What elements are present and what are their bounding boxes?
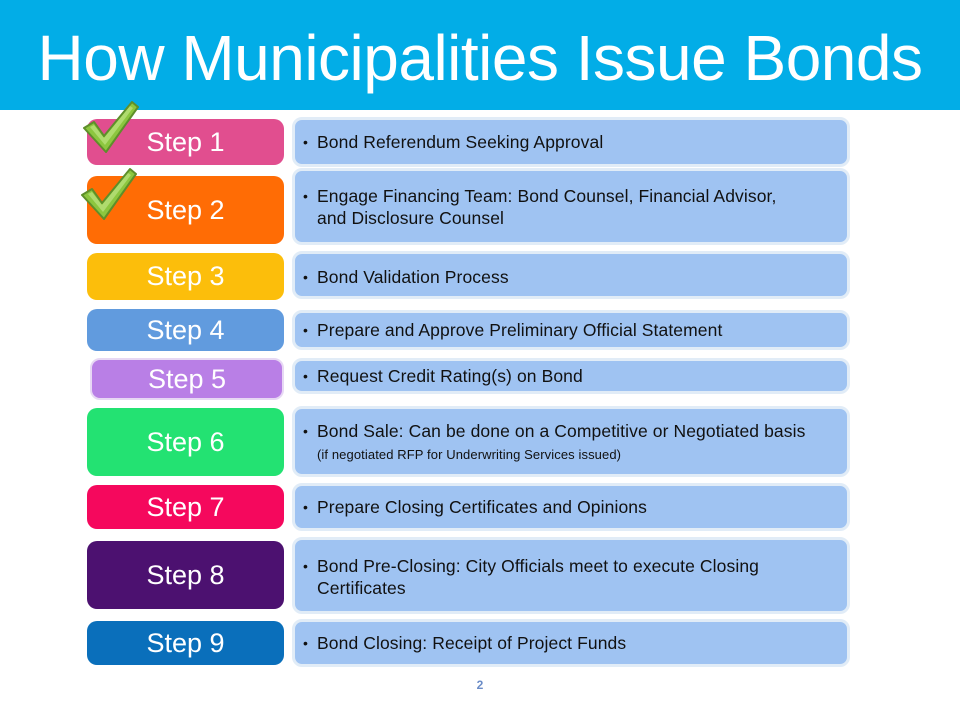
step-9-text: Bond Closing: Receipt of Project Funds: [317, 633, 627, 653]
bullet-icon: •: [303, 499, 309, 515]
checkmark-icon: [78, 165, 140, 223]
bullet-icon: •: [303, 422, 309, 439]
step-3-label: Step 3: [87, 253, 284, 300]
step-6-label: Step 6: [87, 408, 284, 476]
bullet-icon: •: [303, 187, 309, 204]
bullet-icon: •: [303, 269, 309, 285]
step-8-label: Step 8: [87, 541, 284, 609]
bullet-icon: •: [303, 368, 309, 384]
step-8-text: Bond Pre-Closing: City Officials meet to execute Closing Certificates: [317, 556, 759, 598]
slide-title: How Municipalities Issue Bonds: [37, 22, 923, 94]
step-8-description: [292, 537, 850, 614]
step-7-label: Step 7: [87, 485, 284, 529]
step-4-text: Prepare and Approve Preliminary Official Statement: [317, 320, 723, 340]
step-9-description: [292, 619, 850, 667]
step-9-label: Step 9: [87, 621, 284, 665]
step-5-text: Request Credit Rating(s) on Bond: [317, 366, 583, 386]
page-number: 2: [476, 678, 484, 692]
step-1-description: [292, 117, 850, 167]
step-4-label: Step 4: [87, 309, 284, 351]
checkmark-icon: [80, 98, 142, 156]
step-5-label: Step 5: [90, 358, 284, 400]
step-3-description: [292, 251, 850, 299]
bullet-icon: •: [303, 322, 309, 338]
step-6-description: [292, 406, 850, 477]
step-2-description: [292, 168, 850, 245]
step-6-note: (if negotiated RFP for Underwriting Services issued): [317, 446, 622, 462]
step-3-text: Bond Validation Process: [317, 267, 509, 287]
step-1-text: Bond Referendum Seeking Approval: [317, 132, 604, 152]
step-2-label: Step 2: [87, 176, 284, 244]
step-1-label: Step 1: [87, 119, 284, 165]
step-5-description: [292, 358, 850, 394]
bullet-icon: •: [303, 558, 309, 574]
step-7-description: [292, 483, 850, 531]
step-6-text: Bond Sale: Can be done on a Competitive or Negotiated basis: [317, 420, 806, 441]
bullet-icon: •: [303, 635, 309, 651]
bullet-icon: •: [303, 134, 309, 150]
step-7-text: Prepare Closing Certificates and Opinions: [317, 497, 647, 517]
step-4-description: [292, 310, 850, 350]
step-2-text: Engage Financing Team: Bond Counsel, Financial Advisor, and Disclosure Counsel: [317, 185, 777, 228]
